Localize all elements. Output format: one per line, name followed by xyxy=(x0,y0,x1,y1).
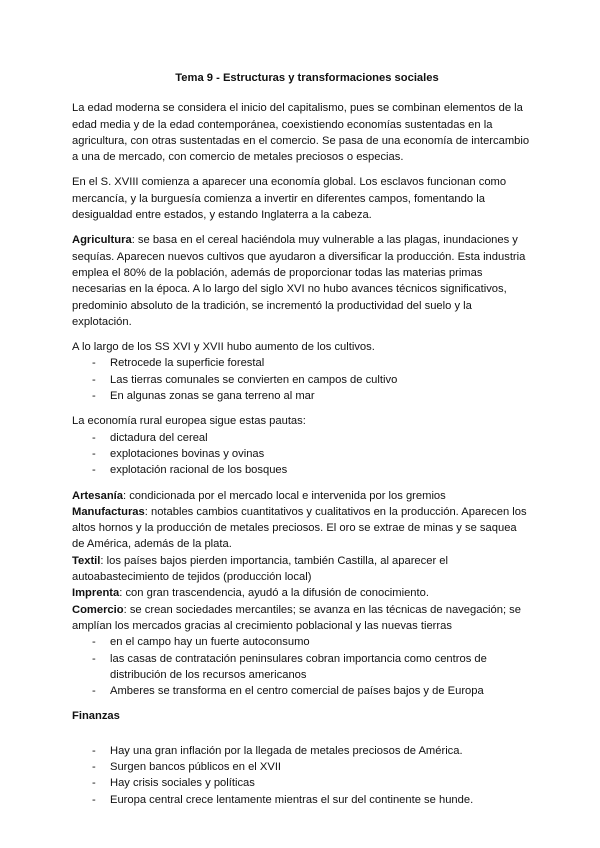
dash-bullet: - xyxy=(92,760,96,773)
document-title: Tema 9 - Estructuras y transformaciones sociales xyxy=(175,72,439,84)
text-line: desigualdad entre estados, y estando Inglaterra a la cabeza. xyxy=(72,209,372,222)
list-item-text: Amberes se transforma en el centro comercial de países bajos y de Europa xyxy=(110,685,484,698)
text-line: predominio absoluto de la tradición, se incrementó la productividad del suelo y la xyxy=(72,299,472,312)
text-line xyxy=(72,708,542,724)
list-item xyxy=(72,775,542,791)
comercio-label: Comercio xyxy=(72,603,124,616)
text-line: En el S. XVIII comienza a aparecer una economía global. Los esclavos funcionan como xyxy=(72,176,507,189)
paragraph-intro xyxy=(72,100,542,165)
dash-bullet: - xyxy=(92,652,96,665)
list-item xyxy=(72,792,542,808)
list-item xyxy=(72,446,542,462)
list-item-text: Las tierras comunales se convierten en campos de cultivo xyxy=(110,373,398,386)
text-line: La edad moderna se considera el inicio del capitalismo, pues se combinan elementos de la xyxy=(72,102,523,115)
text: : con gran trascendencia, ayudó a la difusión de conocimiento. xyxy=(119,587,429,600)
list-item-text: las casas de contratación peninsulares cobran importancia como centros de xyxy=(110,652,487,665)
agricultura-label: Agricultura xyxy=(72,234,132,247)
text-line: de América, además de la plata. xyxy=(72,538,232,551)
list-item-text: Surgen bancos públicos en el XVII xyxy=(110,760,282,773)
list-item-text: distribución de los recursos americanos xyxy=(110,668,307,681)
list-item-text: Retrocede la superficie forestal xyxy=(110,357,265,370)
text: : condicionada por el mercado local e intervenida por los gremios xyxy=(123,489,446,502)
text-line xyxy=(72,553,542,569)
dash-bullet: - xyxy=(92,744,96,757)
text-line: a una de mercado, con comercio de metales preciosos o especias. xyxy=(72,151,404,164)
textil-label: Textil xyxy=(72,554,101,567)
list-item xyxy=(72,462,542,478)
text-line: autoabastecimiento de tejidos (producción local) xyxy=(72,571,312,584)
list-item-text: En algunas zonas se gana terreno al mar xyxy=(110,390,315,403)
text-line xyxy=(72,585,542,601)
list-item xyxy=(72,683,542,699)
list-item xyxy=(72,388,542,404)
text-line: A lo largo de los SS XVI y XVII hubo aumento de los cultivos. xyxy=(72,341,375,354)
list-item xyxy=(72,634,542,650)
text: : los países bajos pierden importancia, también Castilla, al aparecer el xyxy=(100,554,449,567)
text: : se basa en el cereal haciéndola muy vulnerable a las plagas, inundaciones y xyxy=(131,234,518,247)
dash-bullet: - xyxy=(92,793,96,806)
paragraph-economia-global xyxy=(72,174,542,223)
text-line: emplea el 80% de la población, además de proporcionar todas las materias primas xyxy=(72,266,483,279)
list-item-text: explotación racional de los bosques xyxy=(110,464,288,477)
dash-bullet: - xyxy=(92,390,96,403)
text: : notables cambios cuantitativos y cualitativos en la producción. Aparecen los xyxy=(144,505,527,518)
text-line: amplían los mercados gracias al crecimiento poblacional y las nuevas tierras xyxy=(72,619,452,632)
list-item-text: dictadura del cereal xyxy=(110,431,208,444)
dash-bullet: - xyxy=(92,373,96,386)
list-item-text: explotaciones bovinas y ovinas xyxy=(110,447,265,460)
text-line: mercancía, y la burguesía comienza a invertir en diferentes campos, fomentando la xyxy=(72,192,485,205)
paragraph-agricultura xyxy=(72,232,542,330)
dash-bullet: - xyxy=(92,464,96,477)
text-line xyxy=(72,602,542,618)
list-item xyxy=(72,355,542,371)
text-line: altos hornos y la producción de metales preciosos. El oro se extrae de minas y se saquea xyxy=(72,522,517,535)
list-item-text: Hay una gran inflación por la llegada de metales preciosos de América. xyxy=(110,744,463,757)
dash-bullet: - xyxy=(92,357,96,370)
text-line: necesarias en la época. A lo largo del siglo XVI no hubo avances técnicos significativos, xyxy=(72,283,507,296)
text-line xyxy=(72,232,542,248)
text-line: edad media y de la edad contemporánea, coexistiendo economías sustentadas en la xyxy=(72,118,493,131)
document-body xyxy=(72,70,542,808)
list-item-text: en el campo hay un fuerte autoconsumo xyxy=(110,636,310,649)
list-item xyxy=(72,759,542,775)
list-item xyxy=(72,430,542,446)
finanzas-heading: Finanzas xyxy=(72,710,120,723)
dash-bullet: - xyxy=(92,431,96,444)
manufacturas-label: Manufacturas xyxy=(72,505,145,518)
list-item-text: Europa central crece lentamente mientras el sur del continente se hunde. xyxy=(110,793,474,806)
dash-bullet: - xyxy=(92,777,96,790)
section-finanzas xyxy=(72,708,542,807)
dash-bullet: - xyxy=(92,685,96,698)
text-line: explotación. xyxy=(72,315,132,328)
artesania-label: Artesanía xyxy=(72,489,123,502)
text-line: sequías. Aparecen nuevos cultivos que ayudaron a diversificar la producción. Esta industria xyxy=(72,250,526,263)
section-economia-rural xyxy=(72,413,542,478)
dash-bullet: - xyxy=(92,447,96,460)
section-cultivos xyxy=(72,339,542,404)
list-item-text: Hay crisis sociales y políticas xyxy=(110,777,255,790)
list-item xyxy=(72,372,542,388)
imprenta-label: Imprenta xyxy=(72,587,120,600)
text-line: La economía rural europea sigue estas pautas: xyxy=(72,415,306,428)
section-sectores xyxy=(72,488,542,700)
list-item xyxy=(72,743,542,759)
list-item-continuation xyxy=(72,667,542,683)
text-line xyxy=(72,504,542,520)
text-line xyxy=(72,488,542,504)
text-line: agricultura, con otras sustentadas en el comercio. Se pasa de una economía de intercambio xyxy=(72,134,530,147)
list-item xyxy=(72,651,542,667)
text: : se crean sociedades mercantiles; se avanza en las técnicas de navegación; se xyxy=(123,603,521,616)
dash-bullet: - xyxy=(92,636,96,649)
spacer xyxy=(72,725,542,743)
